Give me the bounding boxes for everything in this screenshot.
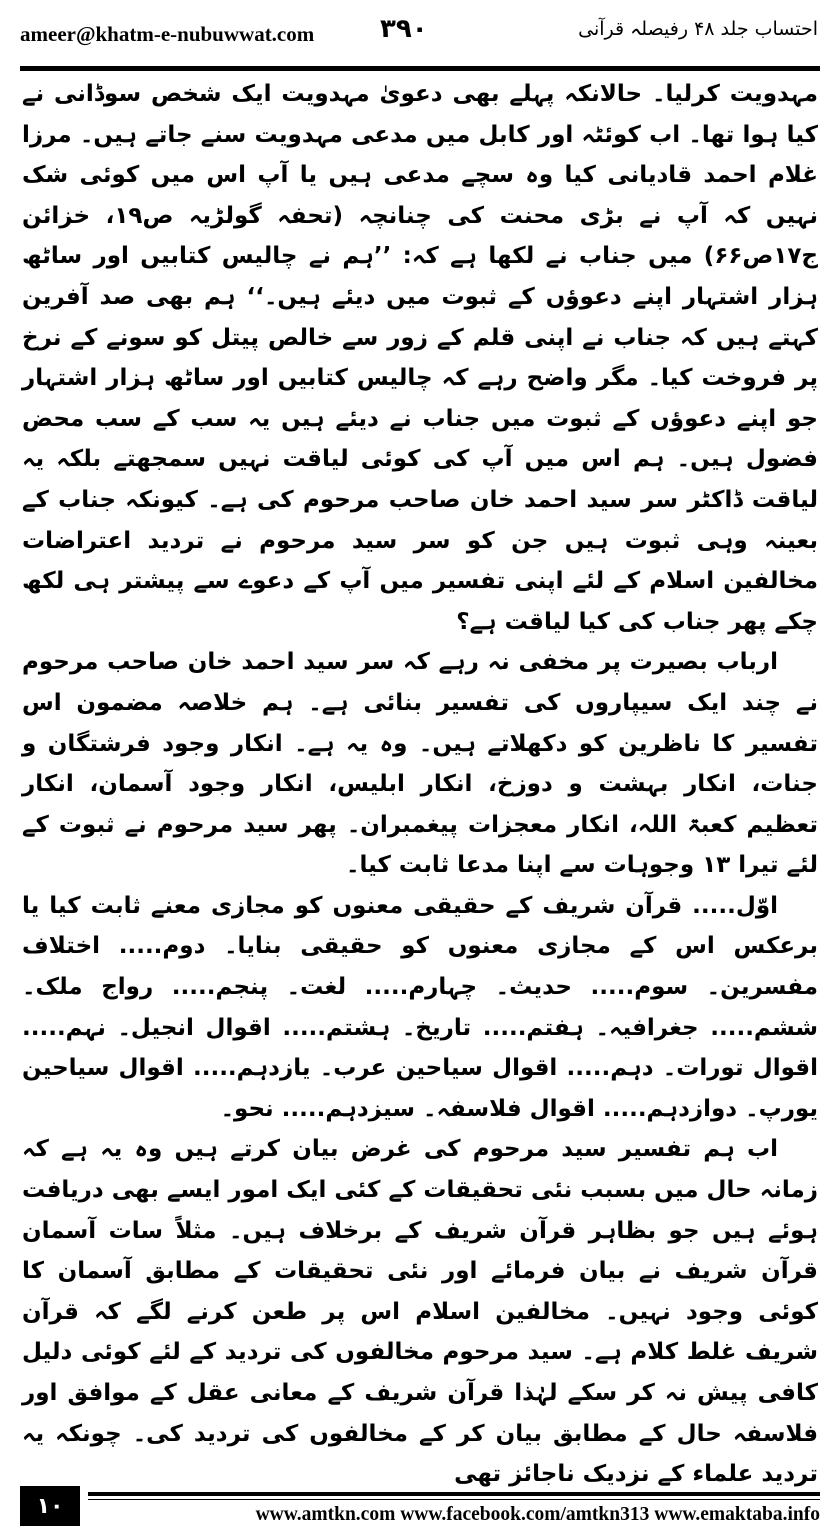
header-email: ameer@khatm-e-nubuwwat.com <box>20 22 315 46</box>
paragraph-2: ارباب بصیرت پر مخفی نہ رہے کہ سر سید احمد خان صاحب مرحوم نے چند ایک سیپاروں کی تفسیر بنائی ہے۔ ہم خلاصہ مضمون اس تفسیر کا ناظرین کو دکھلاتے ہیں۔ وہ یہ ہے۔ انکار وجود فرشتگان و جنات، انکار بہشت و دوزخ، انکار ابلیس، انکار وجود آسمان، انکار تعظیم کعبۃ اللہ، انکار معجزات پیغمبران۔ پھر سید مرحوم نے ثبوت کے لئے تیرا ۱۳ وجوہات سے اپنا مدعا ثابت کیا۔ <box>22 649 818 879</box>
footer-page-number: ۱۰ <box>20 1486 80 1526</box>
footer-divider-thin <box>88 1499 820 1500</box>
header-page-number: ۳۹۰ <box>380 14 428 44</box>
header-book-title: احتساب جلد ۴۸ رفیصلہ قرآنی <box>578 18 818 40</box>
paragraph-4: اب ہم تفسیر سید مرحوم کی غرض بیان کرتے ہیں وہ یہ ہے کہ زمانہ حال میں بسبب نئی تحقیقات کے کئی ایک امور ایسے بھی دریافت ہوئے ہیں جو بظاہر قرآن شریف کے برخلاف ہیں۔ مثلاً سات آسمان قرآن شریف نے بیان فرمائے اور نئی تحقیقات کے مطابق آسمان کا کوئی وجود نہیں۔ مخالفین اسلام اس پر طعن کرنے لگے کہ قرآن شریف غلط کلام ہے۔ سید مرحوم مخالفوں کی تردید کے لئے کوئی دلیل کافی پیش نہ کر سکے لہٰذا قرآن شریف کے معانی عقل کے موافق اور فلاسفہ حال کے مطابق بیان کر کے مخالفوں کی تردید کی۔ چونکہ یہ تردید علماء کے نزدیک ناجائز تھی <box>22 1136 818 1488</box>
paragraph-1: مہدویت کرلیا۔ حالانکہ پہلے بھی دعویٰ مہدویت ایک شخص سوڈانی نے کیا ہوا تھا۔ اب کوئٹہ اور کابل میں مدعی مہدویت سنے جاتے ہیں۔ مرزا غلام احمد قادیانی کیا وہ سچے مدعی ہیں یا آپ اس میں کوئی شک نہیں کہ آپ نے بڑی محنت کی چنانچہ (تحفہ گولڑیہ ص۱۹، خزائن ج۱۷ص۶۶) میں جناب نے لکھا ہے کہ: ’’ہم نے چالیس کتابیں اور ساٹھ ہزار اشتہار اپنے دعوؤں کے ثبوت میں دیئے ہیں۔‘‘ ہم بھی صد آفرین کہتے ہیں کہ جناب نے اپنی قلم کے زور سے خالص پیتل کو سونے کے نرخ پر فروخت کیا۔ مگر واضح رہے کہ چالیس کتابیں اور ساٹھ ہزار اشتہار جو اپنے دعوؤں کے ثبوت میں جناب نے دیئے ہیں یہ سب کے سب محض فضول ہیں۔ ہم اس میں آپ کی کوئی لیاقت نہیں سمجھتے بلکہ یہ لیاقت ڈاکٹر سر سید احمد خان صاحب مرحوم کی ہے۔ کیونکہ جناب کے بعینہ وہی ثبوت ہیں جن کو سر سید مرحوم نے تردید اعتراضات مخالفین اسلام کے لئے اپنی تفسیر میں آپ کے دعوے سے پیشتر ہی لکھ چکے پھر جناب کی کیا لیاقت ہے؟ <box>22 81 818 635</box>
paragraph-3: اوّل..... قرآن شریف کے حقیقی معنوں کو مجازی معنے ثابت کیا یا برعکس اس کے مجازی معنوں کو حقیقی بنایا۔ دوم..... اختلاف مفسرین۔ سوم..... حدیث۔ چہارم..... لغت۔ پنجم..... رواج ملک۔ ششم..... جغرافیہ۔ ہفتم..... تاریخ۔ ہشتم..... اقوال انجیل۔ نہم..... اقوال تورات۔ دہم..... اقوال سیاحین عرب۔ یازدہم..... اقوال سیاحین یورپ۔ دوازدہم..... اقوال فلاسفہ۔ سیزدہم..... نحو۔ <box>22 892 818 1122</box>
page-body <box>22 74 818 1495</box>
footer-divider <box>88 1492 820 1496</box>
footer-website-links: www.amtkn.com www.facebook.com/amtkn313 www.emaktaba.info <box>255 1504 820 1525</box>
header-divider <box>20 66 820 71</box>
page-header <box>0 0 840 66</box>
